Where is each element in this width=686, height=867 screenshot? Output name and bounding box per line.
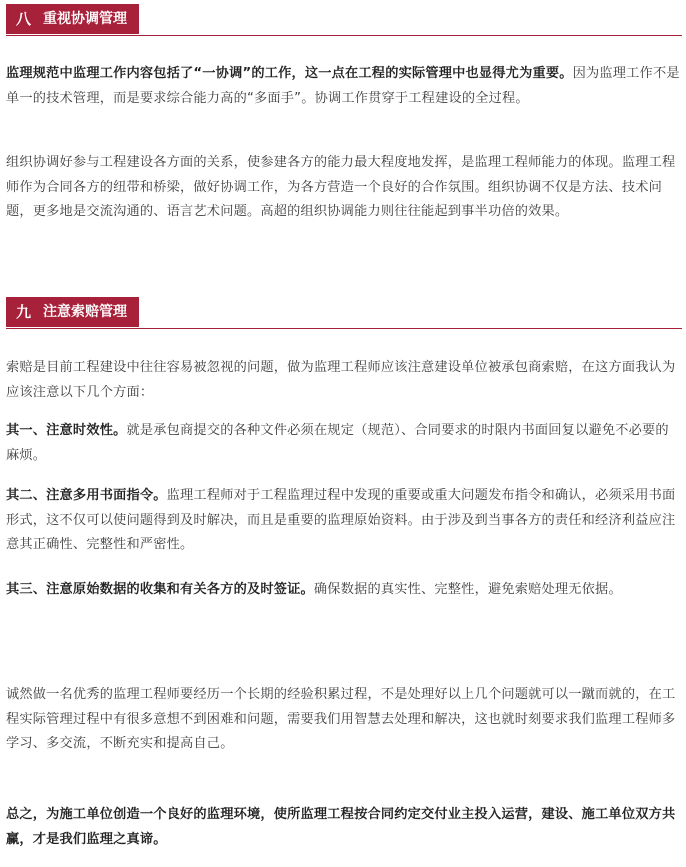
section-title: 注意索赔管理 bbox=[43, 304, 128, 320]
paragraph-lead: 其一、注意时效性。 bbox=[6, 423, 127, 438]
section-header-8 bbox=[6, 4, 682, 38]
paragraph bbox=[6, 62, 682, 111]
paragraph-lead: 其三、注意原始数据的收集和有关各方的及时签证。 bbox=[6, 582, 314, 597]
section-header-9 bbox=[6, 297, 682, 331]
paragraph-body: 监理工程师对于工程监理过程中发现的重要或重大问题发布指令和确认，必须采用书面形式，这不仅可以使问题得到及时解决，而且是重要的监理原始资料。由于涉及到当事各方的责任和经济利益应注意其正确性、完整性和严密性。 bbox=[6, 488, 676, 552]
paragraph bbox=[6, 578, 682, 603]
paragraph bbox=[6, 419, 682, 468]
paragraph-body: 索赔是目前工程建设中往往容易被忽视的问题，做为监理工程师应该注意建设单位被承包商索赔，在这方面我认为应该注意以下几个方面： bbox=[6, 360, 676, 400]
paragraph bbox=[6, 151, 682, 225]
paragraph-lead: 其二、注意多用书面指令。 bbox=[6, 488, 167, 503]
section-divider bbox=[6, 35, 682, 36]
paragraph-body: 确保数据的真实性、完整性，避免索赔处理无依据。 bbox=[313, 582, 622, 597]
section-number: 八 bbox=[16, 10, 32, 28]
section-divider bbox=[6, 328, 682, 329]
paragraph-lead: 监理规范中监理工作内容包括了“一协调”的工作，这一点在工程的实际管理中也显得尤为重要。 bbox=[6, 66, 573, 81]
paragraph-lead: 总之，为施工单位创造一个良好的监理环境，使所监理工程按合同约定交付业主投入运营，建设、施工单位双方共赢，才是我们监理之真谛。 bbox=[6, 807, 676, 847]
paragraph bbox=[6, 683, 682, 757]
section-number: 九 bbox=[16, 303, 32, 321]
paragraph-body: 就是承包商提交的各种文件必须在规定（规范）、合同要求的时限内书面回复以避免不必要的麻烦。 bbox=[6, 423, 669, 463]
section-tab bbox=[6, 4, 139, 34]
paragraph-body: 因为监理工作不是单一的技术管理，而是要求综合能力高的“多面手”。协调工作贯穿于工程建设的全过程。 bbox=[6, 66, 680, 106]
section-tab bbox=[6, 297, 139, 327]
paragraph-body: 诚然做一名优秀的监理工程师要经历一个长期的经验积累过程，不是处理好以上几个问题就可以一蹴而就的，在工程实际管理过程中有很多意想不到困难和问题，需要我们用智慧去处理和解决，这也就时刻要求我们监理工程师多学习、多交流，不断充实和提高自己。 bbox=[6, 687, 676, 751]
paragraph bbox=[6, 803, 682, 852]
paragraph bbox=[6, 484, 682, 558]
paragraph bbox=[6, 356, 682, 405]
paragraph-body: 组织协调好参与工程建设各方面的关系，使参建各方的能力最大程度地发挥，是监理工程师能力的体现。监理工程师作为合同各方的纽带和桥梁，做好协调工作，为各方营造一个良好的合作氛围。组织协调不仅是方法、技术问题，更多地是交流沟通的、语言艺术问题。高超的组织协调能力则往往能起到事半功倍的效果。 bbox=[6, 155, 676, 219]
section-title: 重视协调管理 bbox=[43, 11, 128, 27]
